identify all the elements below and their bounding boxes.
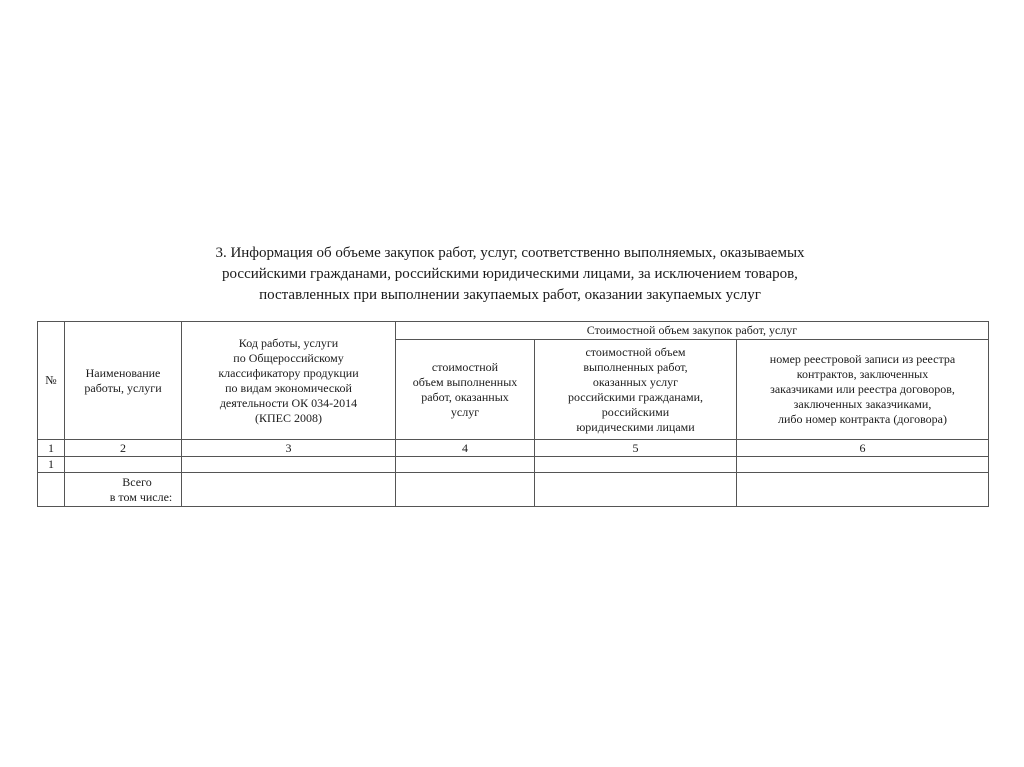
header-code-line: по Общероссийскому — [233, 350, 344, 365]
column-number: 6 — [737, 440, 989, 457]
header-code-line: по видам экономической — [225, 380, 352, 395]
header-sub-line: выполненных работ, — [583, 359, 688, 374]
title-line-1: 3. Информация об объеме закупок работ, услуг, соответственно выполняемых, оказываемых — [215, 245, 805, 261]
column-number: 5 — [535, 440, 737, 457]
header-code-line: Код работы, услуги — [238, 335, 339, 350]
header-code-line: (КПЕС 2008) — [255, 410, 322, 425]
header-sub-line: услуг — [450, 404, 480, 419]
header-number: № — [38, 322, 65, 440]
table-cell — [737, 473, 989, 507]
header-sub-line: либо номер контракта (договора) — [778, 412, 948, 426]
document-title — [130, 243, 890, 306]
header-sub-line: оказанных услуг — [592, 374, 679, 389]
title-line-2: российскими гражданами, российскими юридическими лицами, за исключением товаров, — [222, 266, 798, 282]
header-sub-line: контрактов, заключенных — [796, 367, 929, 381]
header-row-1 — [38, 322, 989, 340]
header-sub-line: заключенных заказчиками, — [793, 397, 932, 411]
column-number: 2 — [65, 440, 182, 457]
procurement-table — [37, 321, 989, 507]
header-sub-line: заказчиками или реестра договоров, — [770, 382, 955, 396]
column-number-row — [38, 440, 989, 457]
table-cell — [38, 473, 65, 507]
header-sub-line: работ, оказанных — [421, 389, 509, 404]
header-sub-line: российскими гражданами, — [567, 389, 704, 404]
table-cell — [737, 457, 989, 473]
header-code-line: деятельности ОК 034-2014 — [219, 395, 358, 410]
table-cell — [182, 457, 396, 473]
header-name-line: работы, услуги — [84, 380, 162, 395]
column-number: 1 — [38, 440, 65, 457]
table-cell — [535, 473, 737, 507]
table-cell — [65, 457, 182, 473]
header-code-line: классификатору продукции — [218, 365, 359, 380]
table-cell — [396, 457, 535, 473]
table-cell — [535, 457, 737, 473]
title-line-3: поставленных при выполнении закупаемых работ, оказании закупаемых услуг — [259, 287, 761, 303]
table-cell: 1 — [38, 457, 65, 473]
header-sub-line: стоимостной объем — [585, 344, 686, 359]
header-code — [182, 322, 396, 440]
header-sub-russian-value — [535, 340, 737, 440]
header-sub-registry-number — [737, 340, 989, 440]
table-cell — [182, 473, 396, 507]
table-row — [38, 457, 989, 473]
column-number: 4 — [396, 440, 535, 457]
header-name-line: Наименование — [85, 365, 161, 380]
total-row — [38, 473, 989, 507]
header-sub-line: юридическими лицами — [576, 419, 695, 434]
header-sub-line: номер реестровой записи из реестра — [769, 352, 956, 366]
header-name — [65, 322, 182, 440]
total-label-line: Всего — [122, 474, 152, 489]
header-sub-line: объем выполненных — [412, 374, 518, 389]
column-number: 3 — [182, 440, 396, 457]
header-value-group: Стоимостной объем закупок работ, услуг — [396, 322, 989, 340]
total-label-line: в том числе: — [109, 489, 173, 504]
header-sub-line: российскими — [601, 404, 670, 419]
header-sub-line: стоимостной — [431, 359, 499, 374]
header-sub-total-value — [396, 340, 535, 440]
table-cell — [396, 473, 535, 507]
total-label — [65, 473, 182, 507]
